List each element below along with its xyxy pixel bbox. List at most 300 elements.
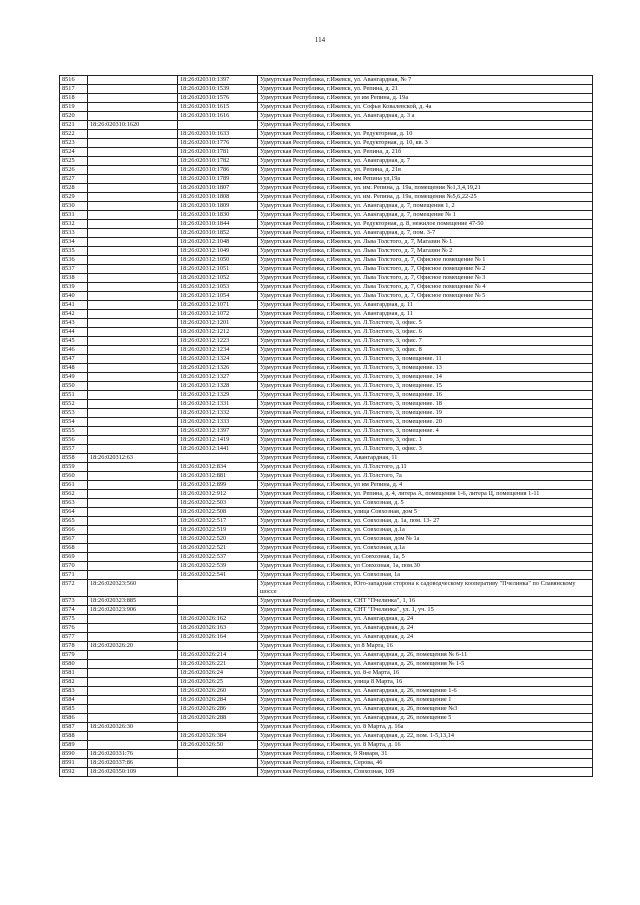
building-cadastral-number-cell: 18:26:020312:1072 (178, 310, 258, 319)
building-cadastral-number-cell: 18:26:020312:1331 (178, 400, 258, 409)
address-cell: Удмуртская Республика, г.Ижевск, ул. Л.Толстого, 3, помещение. 15 (258, 382, 593, 391)
row-number-cell: 8586 (60, 714, 88, 723)
address-cell: Удмуртская Республика, г.Ижевск, ул. 8-е Марта, 16 (258, 669, 593, 678)
table-row (60, 355, 593, 364)
table-row (60, 714, 593, 723)
land-cadastral-number-cell (88, 373, 178, 382)
table-row (60, 562, 593, 571)
address-cell: Удмуртская Республика, г.Ижевск, ул. Льва Толстого, д. 7, Офисное помещение № 3 (258, 274, 593, 283)
table-row (60, 364, 593, 373)
building-cadastral-number-cell: 18:26:020312:1327 (178, 373, 258, 382)
land-cadastral-number-cell (88, 633, 178, 642)
table-row (60, 373, 593, 382)
building-cadastral-number-cell: 18:26:020312:1326 (178, 364, 258, 373)
land-cadastral-number-cell: 18:26:020323:885 (88, 597, 178, 606)
building-cadastral-number-cell: 18:26:020322:520 (178, 535, 258, 544)
land-cadastral-number-cell: 18:26:020331:76 (88, 750, 178, 759)
building-cadastral-number-cell (178, 606, 258, 615)
land-cadastral-number-cell (88, 660, 178, 669)
address-cell: Удмуртская Республика, г.Ижевск, ул. им. Репина, д. 19а, помещения №1,3,4,19,21 (258, 184, 593, 193)
building-cadastral-number-cell: 18:26:020322:517 (178, 517, 258, 526)
table-row (60, 669, 593, 678)
register-table (59, 75, 593, 777)
building-cadastral-number-cell: 18:26:020322:521 (178, 544, 258, 553)
row-number-cell: 8546 (60, 346, 88, 355)
address-cell: Удмуртская Республика, г.Ижевск, им Репина ул,19а (258, 175, 593, 184)
table-row (60, 517, 593, 526)
address-cell: Удмуртская Республика, г.Ижевск, ул. Л.Толстого, 3, офис. 8 (258, 346, 593, 355)
table-row (60, 427, 593, 436)
building-cadastral-number-cell: 18:26:020326:24 (178, 669, 258, 678)
land-cadastral-number-cell (88, 301, 178, 310)
row-number-cell: 8572 (60, 580, 88, 597)
row-number-cell: 8592 (60, 768, 88, 777)
table-row (60, 571, 593, 580)
address-cell: Удмуртская Республика, г.Ижевск, ул. Авангардная, д. 22, пом. 1-5,13,14 (258, 732, 593, 741)
land-cadastral-number-cell (88, 445, 178, 454)
table-row (60, 265, 593, 274)
land-cadastral-number-cell (88, 427, 178, 436)
table-row (60, 544, 593, 553)
land-cadastral-number-cell: 18:26:020323:906 (88, 606, 178, 615)
address-cell: Удмуртская Республика, г.Ижевск, ул. Л.Толстого, 3, офис. 3 (258, 445, 593, 454)
address-cell: Удмуртская Республика, г.Ижевск, 9 Января, 31 (258, 750, 593, 759)
building-cadastral-number-cell: 18:26:020326:384 (178, 732, 258, 741)
address-cell: Удмуртская Республика, г.Ижевск, Авангардная, 11 (258, 454, 593, 463)
row-number-cell: 8567 (60, 535, 88, 544)
building-cadastral-number-cell: 18:26:020312:1441 (178, 445, 258, 454)
land-cadastral-number-cell (88, 148, 178, 157)
address-cell: Удмуртская Республика, г.Ижевск, ул. 8 Марта, д. 16а (258, 723, 593, 732)
address-cell: Удмуртская Республика, г.Ижевск, ул. Авангардная, д. 24 (258, 633, 593, 642)
land-cadastral-number-cell (88, 418, 178, 427)
land-cadastral-number-cell (88, 256, 178, 265)
row-number-cell: 8576 (60, 624, 88, 633)
row-number-cell: 8548 (60, 364, 88, 373)
table-row (60, 580, 593, 597)
address-cell: Удмуртская Республика, г.Ижевск, ул. Редукторная, д. 8, нежилое помещение 47-50 (258, 220, 593, 229)
building-cadastral-number-cell: 18:26:020310:1786 (178, 166, 258, 175)
table-row (60, 759, 593, 768)
land-cadastral-number-cell (88, 562, 178, 571)
land-cadastral-number-cell (88, 490, 178, 499)
building-cadastral-number-cell: 18:26:020312:1050 (178, 256, 258, 265)
table-row (60, 166, 593, 175)
row-number-cell: 8534 (60, 238, 88, 247)
address-cell: Удмуртская Республика, г.Ижевск, ул. Л.Толстого, 3, помещение. 20 (258, 418, 593, 427)
address-cell: Удмуртская Республика, г.Ижевск, ул. Авангардная, д. 26, помещение 5 (258, 714, 593, 723)
building-cadastral-number-cell: 18:26:020310:1830 (178, 211, 258, 220)
address-cell: Удмуртская Республика, г.Ижевск, ул. Авангардная, д. 7, помещения 1, 2 (258, 202, 593, 211)
row-number-cell: 8570 (60, 562, 88, 571)
table-row (60, 597, 593, 606)
building-cadastral-number-cell: 18:26:020310:1809 (178, 202, 258, 211)
address-cell: Удмуртская Республика, г.Ижевск, ул. Авангардная, д. 3 а (258, 112, 593, 121)
table-row (60, 696, 593, 705)
land-cadastral-number-cell (88, 544, 178, 553)
building-cadastral-number-cell: 18:26:020326:50 (178, 741, 258, 750)
building-cadastral-number-cell: 18:26:020312:1049 (178, 247, 258, 256)
address-cell: Удмуртская Республика, г.Ижевск, улица 8 Марта, 16 (258, 678, 593, 687)
land-cadastral-number-cell (88, 337, 178, 346)
address-cell: Удмуртская Республика, г.Ижевск, ул. Авангардная, д. 26, помещение 1 (258, 696, 593, 705)
table-row (60, 454, 593, 463)
table-row (60, 103, 593, 112)
table-row (60, 148, 593, 157)
row-number-cell: 8559 (60, 463, 88, 472)
land-cadastral-number-cell (88, 229, 178, 238)
table-row (60, 337, 593, 346)
row-number-cell: 8554 (60, 418, 88, 427)
table-row (60, 202, 593, 211)
address-cell: Удмуртская Республика, г.Ижевск, ул. им. Репина, д. 19а, помещения №5,6,22-25 (258, 193, 593, 202)
table-row (60, 526, 593, 535)
land-cadastral-number-cell (88, 687, 178, 696)
table-row (60, 481, 593, 490)
building-cadastral-number-cell: 18:26:020312:1328 (178, 382, 258, 391)
row-number-cell: 8516 (60, 76, 88, 85)
land-cadastral-number-cell: 18:26:020350:109 (88, 768, 178, 777)
table-row (60, 76, 593, 85)
building-cadastral-number-cell: 18:26:020312:1212 (178, 328, 258, 337)
land-cadastral-number-cell (88, 175, 178, 184)
row-number-cell: 8574 (60, 606, 88, 615)
row-number-cell: 8542 (60, 310, 88, 319)
address-cell: Удмуртская Республика, г.Ижевск, ул. Совхозная, дом № 1а (258, 535, 593, 544)
land-cadastral-number-cell (88, 319, 178, 328)
table-row (60, 642, 593, 651)
row-number-cell: 8571 (60, 571, 88, 580)
address-cell: Удмуртская Республика, г.Ижевск, ул. Авангардная, д. 7 (258, 157, 593, 166)
building-cadastral-number-cell: 18:26:020310:1776 (178, 139, 258, 148)
row-number-cell: 8529 (60, 193, 88, 202)
table-row (60, 328, 593, 337)
building-cadastral-number-cell (178, 642, 258, 651)
row-number-cell: 8550 (60, 382, 88, 391)
land-cadastral-number-cell (88, 94, 178, 103)
land-cadastral-number-cell (88, 391, 178, 400)
address-cell: Удмуртская Республика, г.Ижевск, СНТ "Пчелинка", ул. 1, уч. 15 (258, 606, 593, 615)
table-row (60, 723, 593, 732)
table-row (60, 238, 593, 247)
table-row (60, 535, 593, 544)
table-row (60, 732, 593, 741)
address-cell: Удмуртская Республика, г.Ижевск, ул. Совхозная, 1а (258, 571, 593, 580)
row-number-cell: 8523 (60, 139, 88, 148)
address-cell: Удмуртская Республика, г.Ижевск, ул. Редукторная, д. 10 (258, 130, 593, 139)
land-cadastral-number-cell (88, 274, 178, 283)
building-cadastral-number-cell: 18:26:020312:1048 (178, 238, 258, 247)
table-row (60, 768, 593, 777)
building-cadastral-number-cell: 18:26:020326:260 (178, 687, 258, 696)
row-number-cell: 8587 (60, 723, 88, 732)
building-cadastral-number-cell: 18:26:020312:1223 (178, 337, 258, 346)
address-cell: Удмуртская Республика, г.Ижевск, ул. Л.Толстого, 3, помещение. 19 (258, 409, 593, 418)
address-cell: Удмуртская Республика, г.Ижевск, ул. Л.Толстого, 3, помещение. 13 (258, 364, 593, 373)
land-cadastral-number-cell: 18:26:020323:560 (88, 580, 178, 597)
building-cadastral-number-cell: 18:26:020322:503 (178, 499, 258, 508)
address-cell: Удмуртская Республика, г.Ижевск, ул. Авангардная, д. 24 (258, 624, 593, 633)
row-number-cell: 8577 (60, 633, 88, 642)
address-cell: Удмуртская Республика, г.Ижевск, ул. Репина, д. 21 (258, 85, 593, 94)
building-cadastral-number-cell: 18:26:020322:537 (178, 553, 258, 562)
table-row (60, 409, 593, 418)
address-cell: Удмуртская Республика, г.Ижевск, ул. Репина, д. 21в (258, 166, 593, 175)
row-number-cell: 8520 (60, 112, 88, 121)
table-row (60, 705, 593, 714)
building-cadastral-number-cell (178, 580, 258, 597)
address-cell: Удмуртская Республика, г.Ижевск, Серова, 46 (258, 759, 593, 768)
land-cadastral-number-cell (88, 247, 178, 256)
table-row (60, 382, 593, 391)
address-cell: Удмуртская Республика, г.Ижевск, ул. Совхозная, д.1а (258, 544, 593, 553)
row-number-cell: 8578 (60, 642, 88, 651)
row-number-cell: 8579 (60, 651, 88, 660)
table-row (60, 400, 593, 409)
row-number-cell: 8549 (60, 373, 88, 382)
row-number-cell: 8547 (60, 355, 88, 364)
address-cell: Удмуртская Республика, г.Ижевск, ул. Л.Толстого, 3, офис. 6 (258, 328, 593, 337)
land-cadastral-number-cell: 18:26:020326:20 (88, 642, 178, 651)
row-number-cell: 8532 (60, 220, 88, 229)
land-cadastral-number-cell (88, 481, 178, 490)
land-cadastral-number-cell (88, 714, 178, 723)
address-cell: Удмуртская Республика, г.Ижевск, ул. Авангардная, д. 26, помещения № 6-11 (258, 651, 593, 660)
building-cadastral-number-cell: 18:26:020326:214 (178, 651, 258, 660)
building-cadastral-number-cell: 18:26:020310:1852 (178, 229, 258, 238)
land-cadastral-number-cell: 18:26:020326:30 (88, 723, 178, 732)
land-cadastral-number-cell (88, 499, 178, 508)
row-number-cell: 8558 (60, 454, 88, 463)
row-number-cell: 8565 (60, 517, 88, 526)
building-cadastral-number-cell (178, 121, 258, 130)
row-number-cell: 8540 (60, 292, 88, 301)
land-cadastral-number-cell (88, 571, 178, 580)
building-cadastral-number-cell (178, 597, 258, 606)
row-number-cell: 8583 (60, 687, 88, 696)
table-row (60, 499, 593, 508)
table-row (60, 508, 593, 517)
row-number-cell: 8556 (60, 436, 88, 445)
table-row (60, 211, 593, 220)
table-row (60, 463, 593, 472)
table-row (60, 121, 593, 130)
row-number-cell: 8545 (60, 337, 88, 346)
table-row (60, 220, 593, 229)
land-cadastral-number-cell (88, 166, 178, 175)
address-cell: Удмуртская Республика, г.Ижевск, ул 8 Марта, 16 (258, 642, 593, 651)
table-row (60, 112, 593, 121)
land-cadastral-number-cell (88, 139, 178, 148)
address-cell: Удмуртская Республика, г.Ижевск, ул. Авангардная, д. 24 (258, 615, 593, 624)
land-cadastral-number-cell (88, 651, 178, 660)
building-cadastral-number-cell: 18:26:020310:1539 (178, 85, 258, 94)
land-cadastral-number-cell (88, 85, 178, 94)
building-cadastral-number-cell: 18:26:020310:1576 (178, 94, 258, 103)
row-number-cell: 8526 (60, 166, 88, 175)
row-number-cell: 8552 (60, 400, 88, 409)
row-number-cell: 8522 (60, 130, 88, 139)
land-cadastral-number-cell (88, 624, 178, 633)
address-cell: Удмуртская Республика, г.Ижевск, ул. Авангардная, д. 11 (258, 301, 593, 310)
table-row (60, 472, 593, 481)
address-cell: Удмуртская Республика, г.Ижевск, ул. Авангардная, д. 26, помещение №3 (258, 705, 593, 714)
table-row (60, 660, 593, 669)
address-cell: Удмуртская Республика, г.Ижевск (258, 121, 593, 130)
row-number-cell: 8573 (60, 597, 88, 606)
address-cell: Удмуртская Республика, г.Ижевск, ул. Авангардная, д. 7, помещение № 1 (258, 211, 593, 220)
address-cell: Удмуртская Республика, г.Ижевск, ул. Л.Толстого, 3, офис. 7 (258, 337, 593, 346)
land-cadastral-number-cell (88, 157, 178, 166)
land-cadastral-number-cell (88, 130, 178, 139)
table-row (60, 229, 593, 238)
table-row (60, 157, 593, 166)
table-row (60, 418, 593, 427)
table-row (60, 94, 593, 103)
address-cell: Удмуртская Республика, г.Ижевск, Юго-западная сторона к садоводческому кооперативу "Пчелинка" по Славянскому шоссе (258, 580, 593, 597)
land-cadastral-number-cell (88, 696, 178, 705)
building-cadastral-number-cell: 18:26:020326:25 (178, 678, 258, 687)
register-body (60, 76, 593, 777)
row-number-cell: 8568 (60, 544, 88, 553)
table-row (60, 436, 593, 445)
land-cadastral-number-cell (88, 669, 178, 678)
land-cadastral-number-cell (88, 184, 178, 193)
building-cadastral-number-cell: 18:26:020326:288 (178, 714, 258, 723)
row-number-cell: 8533 (60, 229, 88, 238)
land-cadastral-number-cell (88, 526, 178, 535)
table-row (60, 741, 593, 750)
table-row (60, 687, 593, 696)
row-number-cell: 8530 (60, 202, 88, 211)
address-cell: Удмуртская Республика, г.Ижевск, ул. Л.Толстого, 3, помещение. 14 (258, 373, 593, 382)
land-cadastral-number-cell (88, 202, 178, 211)
row-number-cell: 8524 (60, 148, 88, 157)
address-cell: Удмуртская Республика, г.Ижевск, ул. Л.Толстого, 3, помещение. 18 (258, 400, 593, 409)
land-cadastral-number-cell (88, 220, 178, 229)
page-number: 114 (314, 36, 326, 44)
row-number-cell: 8519 (60, 103, 88, 112)
table-row (60, 624, 593, 633)
row-number-cell: 8585 (60, 705, 88, 714)
address-cell: Удмуртская Республика, г.Ижевск, ул. Авангардная, д. 26, помещение 1-6 (258, 687, 593, 696)
address-cell: Удмуртская Республика, г.Ижевск, ул. Льва Толстого, д. 7, Офисное помещение № 2 (258, 265, 593, 274)
land-cadastral-number-cell (88, 732, 178, 741)
address-cell: Удмуртская Республика, г.Ижевск, ул. Авангардная, № 7 (258, 76, 593, 85)
address-cell: Удмуртская Республика, г.Ижевск, ул. Льва Толстого, д. 7, Магазин № 1 (258, 238, 593, 247)
row-number-cell: 8589 (60, 741, 88, 750)
building-cadastral-number-cell: 18:26:020322:508 (178, 508, 258, 517)
row-number-cell: 8521 (60, 121, 88, 130)
address-cell: Удмуртская Республика, г.Ижевск, ул. Льва Толстого, д. 7, Офисное помещение № 1 (258, 256, 593, 265)
table-row (60, 193, 593, 202)
land-cadastral-number-cell (88, 409, 178, 418)
building-cadastral-number-cell: 18:26:020326:221 (178, 660, 258, 669)
table-row (60, 391, 593, 400)
building-cadastral-number-cell (178, 768, 258, 777)
land-cadastral-number-cell (88, 615, 178, 624)
land-cadastral-number-cell (88, 310, 178, 319)
building-cadastral-number-cell: 18:26:020312:1333 (178, 418, 258, 427)
row-number-cell: 8535 (60, 247, 88, 256)
address-cell: Удмуртская Республика, г.Ижевск, ул. Совхозная, д. 5 (258, 499, 593, 508)
table-row (60, 301, 593, 310)
address-cell: Удмуртская Республика, г.Ижевск, улица Совхозная, дом 5 (258, 508, 593, 517)
table-row (60, 346, 593, 355)
table-row (60, 256, 593, 265)
building-cadastral-number-cell: 18:26:020312:1051 (178, 265, 258, 274)
row-number-cell: 8527 (60, 175, 88, 184)
land-cadastral-number-cell (88, 553, 178, 562)
table-row (60, 633, 593, 642)
building-cadastral-number-cell: 18:26:020312:1332 (178, 409, 258, 418)
row-number-cell: 8537 (60, 265, 88, 274)
building-cadastral-number-cell (178, 723, 258, 732)
address-cell: Удмуртская Республика, г.Ижевск, ул. Репина, д. 21б (258, 148, 593, 157)
building-cadastral-number-cell: 18:26:020310:1808 (178, 193, 258, 202)
building-cadastral-number-cell: 18:26:020312:1419 (178, 436, 258, 445)
row-number-cell: 8517 (60, 85, 88, 94)
land-cadastral-number-cell (88, 76, 178, 85)
address-cell: Удмуртская Республика, г.Ижевск, ул. Л.Толстого, 3, помещение. 11 (258, 355, 593, 364)
land-cadastral-number-cell (88, 193, 178, 202)
land-cadastral-number-cell (88, 364, 178, 373)
address-cell: Удмуртская Республика, г.Ижевск, ул им Репина, д. 19а (258, 94, 593, 103)
row-number-cell: 8541 (60, 301, 88, 310)
building-cadastral-number-cell: 18:26:020312:899 (178, 481, 258, 490)
land-cadastral-number-cell (88, 103, 178, 112)
row-number-cell: 8563 (60, 499, 88, 508)
building-cadastral-number-cell (178, 759, 258, 768)
land-cadastral-number-cell (88, 283, 178, 292)
land-cadastral-number-cell (88, 436, 178, 445)
building-cadastral-number-cell (178, 750, 258, 759)
address-cell: Удмуртская Республика, г.Ижевск, ул. Софьи Ковалевской, д. 4а (258, 103, 593, 112)
address-cell: Удмуртская Республика, г.Ижевск, ул. Репина, д. 4, литера А, помещения 1-6, литера Ц, помещения 1-11 (258, 490, 593, 499)
row-number-cell: 8580 (60, 660, 88, 669)
building-cadastral-number-cell: 18:26:020326:286 (178, 705, 258, 714)
land-cadastral-number-cell: 18:26:020337:86 (88, 759, 178, 768)
building-cadastral-number-cell: 18:26:020312:1052 (178, 274, 258, 283)
table-row (60, 184, 593, 193)
address-cell: Удмуртская Республика, г.Ижевск, ул. Льва Толстого, д. 7, Офисное помещение № 5 (258, 292, 593, 301)
building-cadastral-number-cell: 18:26:020326:164 (178, 633, 258, 642)
building-cadastral-number-cell: 18:26:020312:1201 (178, 319, 258, 328)
row-number-cell: 8564 (60, 508, 88, 517)
address-cell: Удмуртская Республика, г.Ижевск, СНТ "Пчелинка", 1, 16 (258, 597, 593, 606)
table-row (60, 175, 593, 184)
land-cadastral-number-cell (88, 328, 178, 337)
row-number-cell: 8525 (60, 157, 88, 166)
address-cell: Удмуртская Республика, г.Ижевск, ул. Авангардная, д. 7, пом. 3-7 (258, 229, 593, 238)
land-cadastral-number-cell (88, 346, 178, 355)
table-row (60, 606, 593, 615)
row-number-cell: 8560 (60, 472, 88, 481)
table-row (60, 283, 593, 292)
address-cell: Удмуртская Республика, г.Ижевск, ул. Л.Толстого, 7а (258, 472, 593, 481)
address-cell: Удмуртская Республика, г.Ижевск, ул. Авангардная, д. 26, помещения № 1-5 (258, 660, 593, 669)
row-number-cell: 8575 (60, 615, 88, 624)
land-cadastral-number-cell (88, 705, 178, 714)
building-cadastral-number-cell: 18:26:020322:541 (178, 571, 258, 580)
table-row (60, 615, 593, 624)
building-cadastral-number-cell: 18:26:020312:1054 (178, 292, 258, 301)
land-cadastral-number-cell (88, 112, 178, 121)
row-number-cell: 8536 (60, 256, 88, 265)
land-cadastral-number-cell (88, 292, 178, 301)
row-number-cell: 8528 (60, 184, 88, 193)
address-cell: Удмуртская Республика, г.Ижевск, ул. Л.Толстого, 3, офис. 5 (258, 319, 593, 328)
